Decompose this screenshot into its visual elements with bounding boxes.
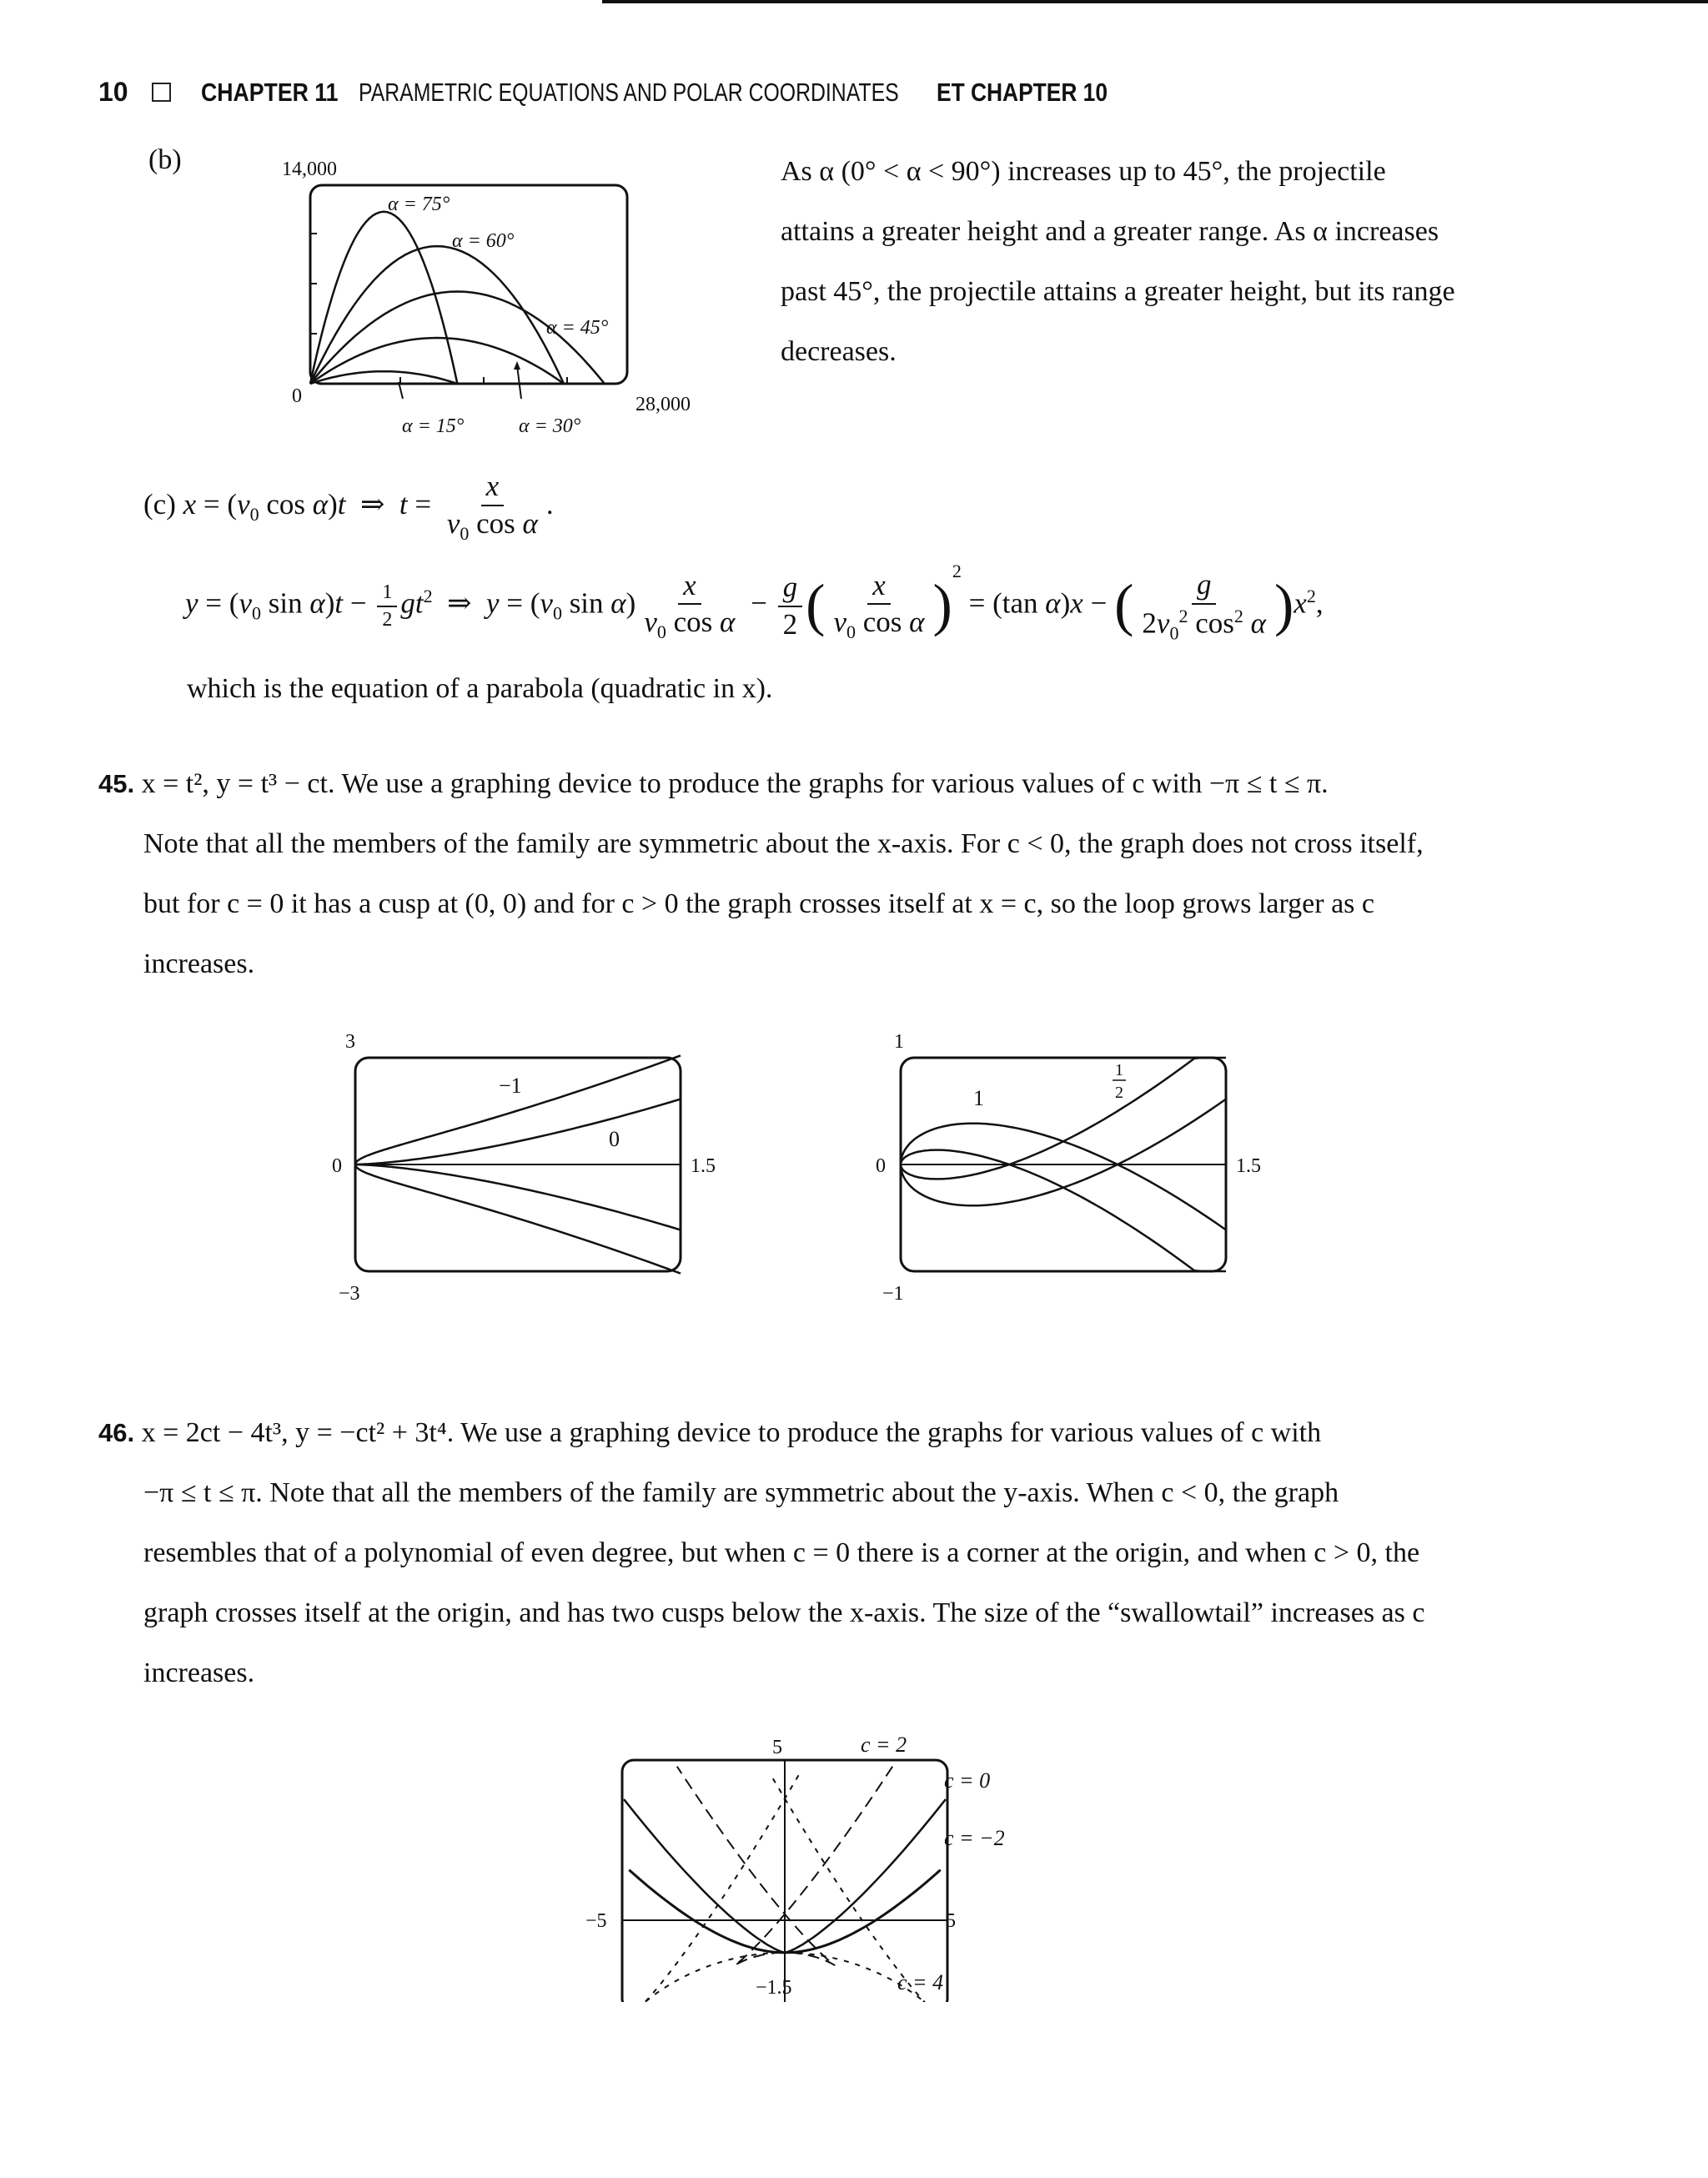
- problem-45-line: but for c = 0 it has a cusp at (0, 0) and for c > 0 the graph crosses itself at x = c, so the loop grows larger as c: [143, 888, 1374, 919]
- problem-46-line: resembles that of a polynomial of even degree, but when c = 0 there is a corner at the origin, and when c > 0, the: [143, 1537, 1420, 1568]
- problem-46-text: [98, 1403, 1424, 1703]
- projectile-path-60: [310, 246, 564, 384]
- part-b-label: (b): [148, 144, 182, 175]
- part-c-conclusion: which is the equation of a parabola (quadratic in x).: [187, 673, 773, 704]
- projectile-chart: [275, 150, 726, 450]
- part-b-line: As α (0° < α < 90°) increases up to 45°, the projectile: [781, 156, 1386, 187]
- series-label-c0: c = 0: [944, 1768, 991, 1793]
- part-b-text: [781, 142, 1455, 382]
- series-label-cneg2: c = −2: [944, 1826, 1005, 1850]
- curve-c0-upper: [355, 1099, 681, 1164]
- series-label-0: 0: [609, 1127, 620, 1151]
- part-c-label: (c): [143, 487, 176, 521]
- series-label-c2: c = 2: [861, 1733, 907, 1757]
- curve-c-1-lower: [355, 1164, 681, 1274]
- x-min-label: 0: [876, 1155, 886, 1177]
- et-chapter-label: ET CHAPTER 10: [937, 78, 1108, 107]
- problem-45-line: increases.: [143, 948, 255, 979]
- problem-46-chart: [567, 1718, 1068, 2002]
- curve-c0.5-lower: [901, 1150, 1226, 1271]
- y-max-label: 5: [772, 1737, 782, 1758]
- square-icon: [152, 83, 171, 102]
- series-label-60: α = 60°: [452, 230, 515, 252]
- part-b-line: attains a greater height and a greater range. As α increases: [781, 216, 1439, 247]
- curve-c-1-upper: [355, 1055, 681, 1164]
- problem-45-line: x = t², y = t³ − ct. We use a graphing device to produce the graphs for various values of c with −π ≤ t ≤ π.: [141, 768, 1329, 799]
- series-label-c4: c = 4: [897, 1970, 944, 1994]
- top-rule: [602, 0, 1708, 3]
- part-b-line: decreases.: [781, 336, 897, 367]
- chapter-label: CHAPTER 11: [200, 78, 339, 107]
- x-max-label: 1.5: [691, 1155, 716, 1177]
- problem-46-line: −π ≤ t ≤ π. Note that all the members of the family are symmetric about the y-axis. When c < 0, the graph: [143, 1477, 1339, 1508]
- x-max-label: 1.5: [1236, 1155, 1261, 1177]
- problem-45-line: Note that all the members of the family are symmetric about the x-axis. For c < 0, the graph does not cross itself,: [143, 828, 1424, 859]
- chapter-title: PARAMETRIC EQUATIONS AND POLAR COORDINATES: [358, 78, 899, 107]
- curve-c1-upper: [901, 1099, 1226, 1206]
- y-min-label: −3: [339, 1283, 360, 1305]
- curve-c0.5-upper: [901, 1058, 1226, 1179]
- equation-c2: $y = (v_0$ sin α)t − $\frac{1}{2}$ $gt^2$ ⇒ $y = (v_0$ sin α) $\frac{x}{v_0 \cos \alpha}$ − $\frac{g}{2}$ ( $\frac{x}{v_0 \cos \alpha}$ )$^2$ = (tan α)x − ( $\frac{g}{2v_0^2 \cos^2 \alpha}$ )$x^2$,: [185, 561, 1324, 644]
- page-header: [98, 77, 1138, 113]
- svg-text:1: 1: [1115, 1061, 1123, 1079]
- x-min-label: 0: [292, 385, 302, 407]
- curve-c0-lower: [355, 1164, 681, 1230]
- problem-45-text: [98, 754, 1424, 994]
- svg-text:2: 2: [1115, 1084, 1123, 1102]
- page-number: 10: [98, 77, 128, 107]
- projectile-path-15: [310, 371, 457, 384]
- y-max-label: 3: [345, 1031, 355, 1053]
- series-label-15: α = 15°: [402, 415, 465, 437]
- x-min-label: 0: [332, 1155, 342, 1177]
- problem-45-number: 45.: [98, 769, 135, 798]
- problem-46-line: increases.: [143, 1657, 255, 1688]
- y-min-label: −1.5: [756, 1977, 792, 1999]
- y-max-label: 14,000: [282, 158, 337, 180]
- series-label-75: α = 75°: [388, 194, 450, 215]
- series-label-30: α = 30°: [519, 415, 581, 437]
- x-min-label: −5: [585, 1910, 607, 1932]
- x-max-label: 5: [946, 1910, 956, 1932]
- part-b-line: past 45°, the projectile attains a greater height, but its range: [781, 276, 1455, 307]
- problem-45-chart-right: [867, 1019, 1284, 1320]
- problem-46-line: x = 2ct − 4t³, y = −ct² + 3t⁴. We use a graphing device to produce the graphs for various values of c with: [141, 1417, 1322, 1448]
- series-label-neg1: −1: [499, 1074, 522, 1098]
- problem-46-number: 46.: [98, 1418, 135, 1447]
- pointer-30: [517, 365, 521, 399]
- y-max-label: 1: [894, 1031, 904, 1053]
- y-min-label: −1: [882, 1283, 904, 1305]
- series-label-1: 1: [973, 1086, 984, 1110]
- arrowhead-30: [514, 361, 520, 370]
- x-max-label: 28,000: [635, 394, 691, 415]
- series-label-45: α = 45°: [546, 317, 609, 339]
- equation-c1: (c) $x = (v_0$ cos α)t ⇒ t = $\frac{x}{v_0 \cos \alpha}$ .: [143, 470, 554, 544]
- problem-45-chart-left: [324, 1019, 741, 1320]
- problem-46-line: graph crosses itself at the origin, and has two cusps below the x-axis. The size of the “swallowtail” increases as c: [143, 1597, 1425, 1628]
- curve-c1-lower: [901, 1124, 1226, 1230]
